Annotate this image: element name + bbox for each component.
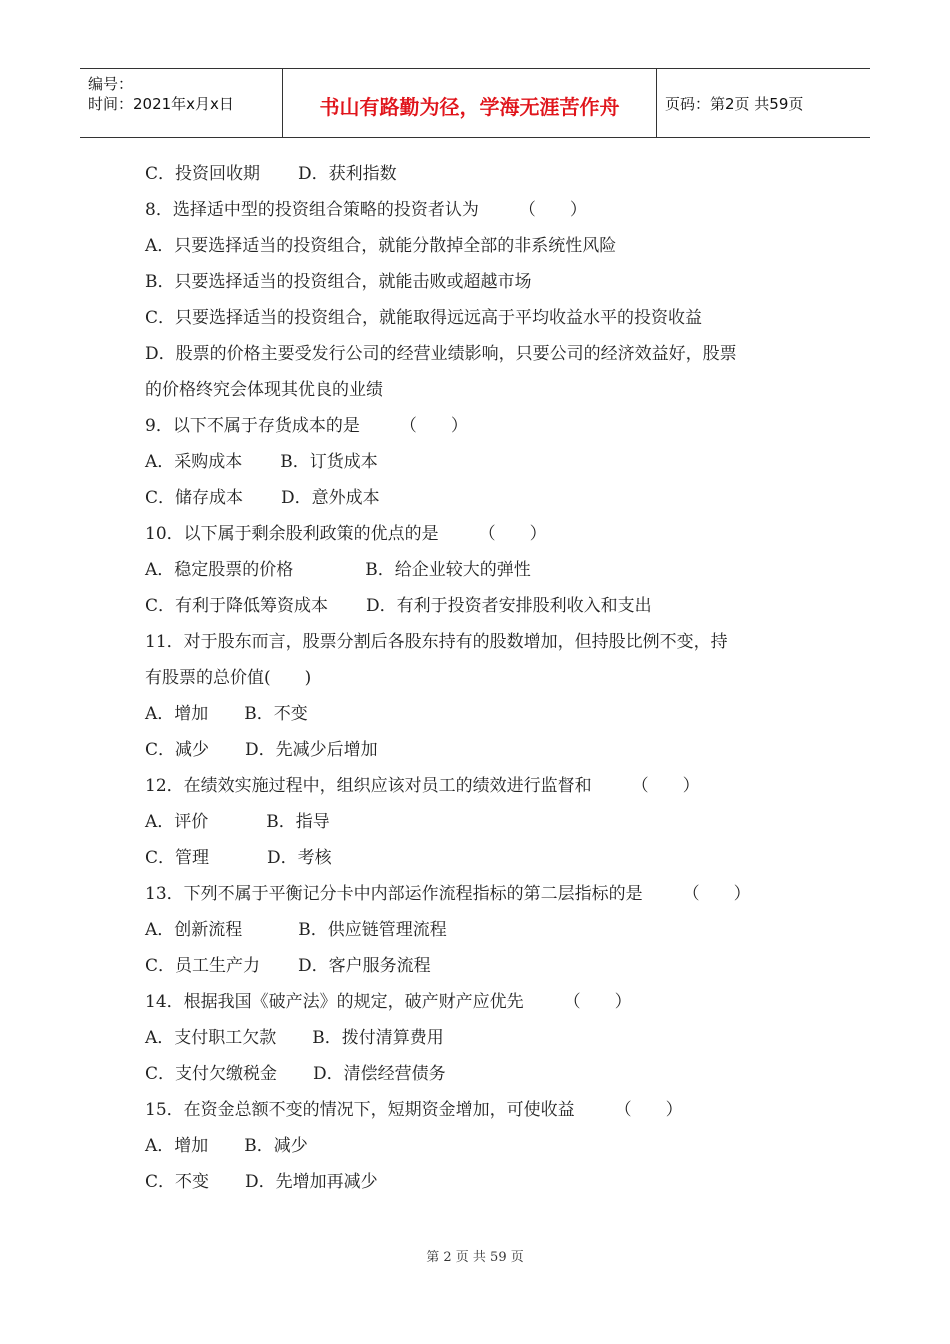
line-text: 8．选择适中型的投资组合策略的投资者认为 [145, 200, 479, 220]
text-line [145, 1092, 825, 1128]
line-text-secondary: （ ） [631, 776, 700, 796]
line-text-secondary: D．先增加再减少 [245, 1172, 378, 1192]
text-line [145, 516, 825, 552]
text-line [145, 768, 825, 804]
line-text-secondary: D．获利指数 [298, 164, 397, 184]
text-line [145, 1164, 825, 1200]
line-text-secondary: B．不变 [244, 704, 308, 724]
line-text: A．支付职工欠款 [145, 1028, 277, 1048]
text-line [145, 408, 825, 444]
line-text-secondary: D．有利于投资者安排股利收入和支出 [366, 596, 652, 616]
line-text-secondary: B．供应链管理流程 [298, 920, 447, 940]
line-text: 有股票的总价值( ) [145, 668, 312, 688]
line-text: C．储存成本 [145, 488, 244, 508]
page-footer: 第 2 页 共 59 页 [426, 1250, 524, 1265]
text-line [145, 1128, 825, 1164]
line-text: 15．在资金总额不变的情况下，短期资金增加，可使收益 [145, 1100, 575, 1120]
line-text-secondary: （ ） [399, 416, 468, 436]
line-text: C．投资回收期 [145, 164, 261, 184]
text-line [145, 984, 825, 1020]
line-text: C．减少 [145, 740, 210, 760]
line-text: A．增加 [145, 704, 209, 724]
line-text-secondary: D．考核 [267, 848, 332, 868]
line-text: C．管理 [145, 848, 210, 868]
header-page-info: 页码：第2页 共59页 [665, 95, 804, 113]
text-line [145, 876, 825, 912]
line-text-secondary: D．客户服务流程 [298, 956, 431, 976]
line-text-secondary: B．订货成本 [280, 452, 378, 472]
line-text: A．采购成本 [145, 452, 243, 472]
line-text-secondary: B．减少 [244, 1136, 308, 1156]
text-line [145, 552, 825, 588]
line-text: 10．以下属于剩余股利政策的优点的是 [145, 524, 439, 544]
line-text-secondary: （ ） [614, 1100, 683, 1120]
line-text: 9．以下不属于存货成本的是 [145, 416, 360, 436]
line-text: A．创新流程 [145, 920, 243, 940]
line-text-secondary: （ ） [478, 524, 547, 544]
text-line [145, 1020, 825, 1056]
text-line [145, 192, 825, 228]
line-text-secondary: D．意外成本 [281, 488, 380, 508]
line-text: A．增加 [145, 1136, 209, 1156]
text-line [145, 840, 825, 876]
text-line [145, 444, 825, 480]
line-text: B．只要选择适当的投资组合，就能击败或超越市场 [145, 272, 532, 292]
text-line [145, 696, 825, 732]
line-text: C．有利于降低筹资成本 [145, 596, 329, 616]
line-text: 13．下列不属于平衡记分卡中内部运作流程指标的第二层指标的是 [145, 884, 643, 904]
text-line [145, 156, 825, 192]
header-meta-cell [80, 69, 283, 137]
line-text: C．不变 [145, 1172, 210, 1192]
line-text: D．股票的价格主要受发行公司的经营业绩影响，只要公司的经济效益好，股票 [145, 344, 737, 364]
text-line [145, 300, 825, 336]
line-text-secondary: （ ） [682, 884, 751, 904]
line-text: A．只要选择适当的投资组合，就能分散掉全部的非系统性风险 [145, 236, 617, 256]
line-text: 11．对于股东而言，股票分割后各股东持有的股数增加，但持股比例不变，持 [145, 632, 728, 652]
text-line [145, 372, 825, 408]
line-text: 的价格终究会体现其优良的业绩 [145, 380, 383, 400]
line-text: A．评价 [145, 812, 209, 832]
text-line [145, 948, 825, 984]
header-motto-cell [283, 69, 657, 137]
page-header [80, 68, 870, 138]
line-text-secondary: （ ） [518, 200, 587, 220]
line-text: C．只要选择适当的投资组合，就能取得远远高于平均收益水平的投资收益 [145, 308, 703, 328]
line-text: C．支付欠缴税金 [145, 1064, 278, 1084]
header-motto: 书山有路勤为径，学海无涯苦作舟 [319, 95, 620, 119]
question-content [145, 156, 825, 1200]
text-line [145, 228, 825, 264]
line-text-secondary: D．清偿经营债务 [313, 1064, 446, 1084]
header-page-cell [657, 69, 870, 137]
line-text-secondary: B．给企业较大的弹性 [365, 560, 531, 580]
text-line [145, 912, 825, 948]
line-text: A．稳定股票的价格 [145, 560, 294, 580]
text-line [145, 732, 825, 768]
document-number-label: 编号： [88, 75, 134, 93]
text-line [145, 804, 825, 840]
text-line [145, 264, 825, 300]
line-text-secondary: （ ） [563, 992, 632, 1012]
document-date-label: 时间：2021年x月x日 [88, 95, 234, 113]
text-line [145, 480, 825, 516]
text-line [145, 1056, 825, 1092]
text-line [145, 336, 825, 372]
text-line [145, 588, 825, 624]
line-text: C．员工生产力 [145, 956, 261, 976]
text-line [145, 660, 825, 696]
line-text: 14．根据我国《破产法》的规定，破产财产应优先 [145, 992, 524, 1012]
line-text: 12．在绩效实施过程中，组织应该对员工的绩效进行监督和 [145, 776, 592, 796]
line-text-secondary: D．先减少后增加 [245, 740, 378, 760]
line-text-secondary: B．指导 [266, 812, 330, 832]
line-text-secondary: B．拨付清算费用 [312, 1028, 444, 1048]
text-line [145, 624, 825, 660]
